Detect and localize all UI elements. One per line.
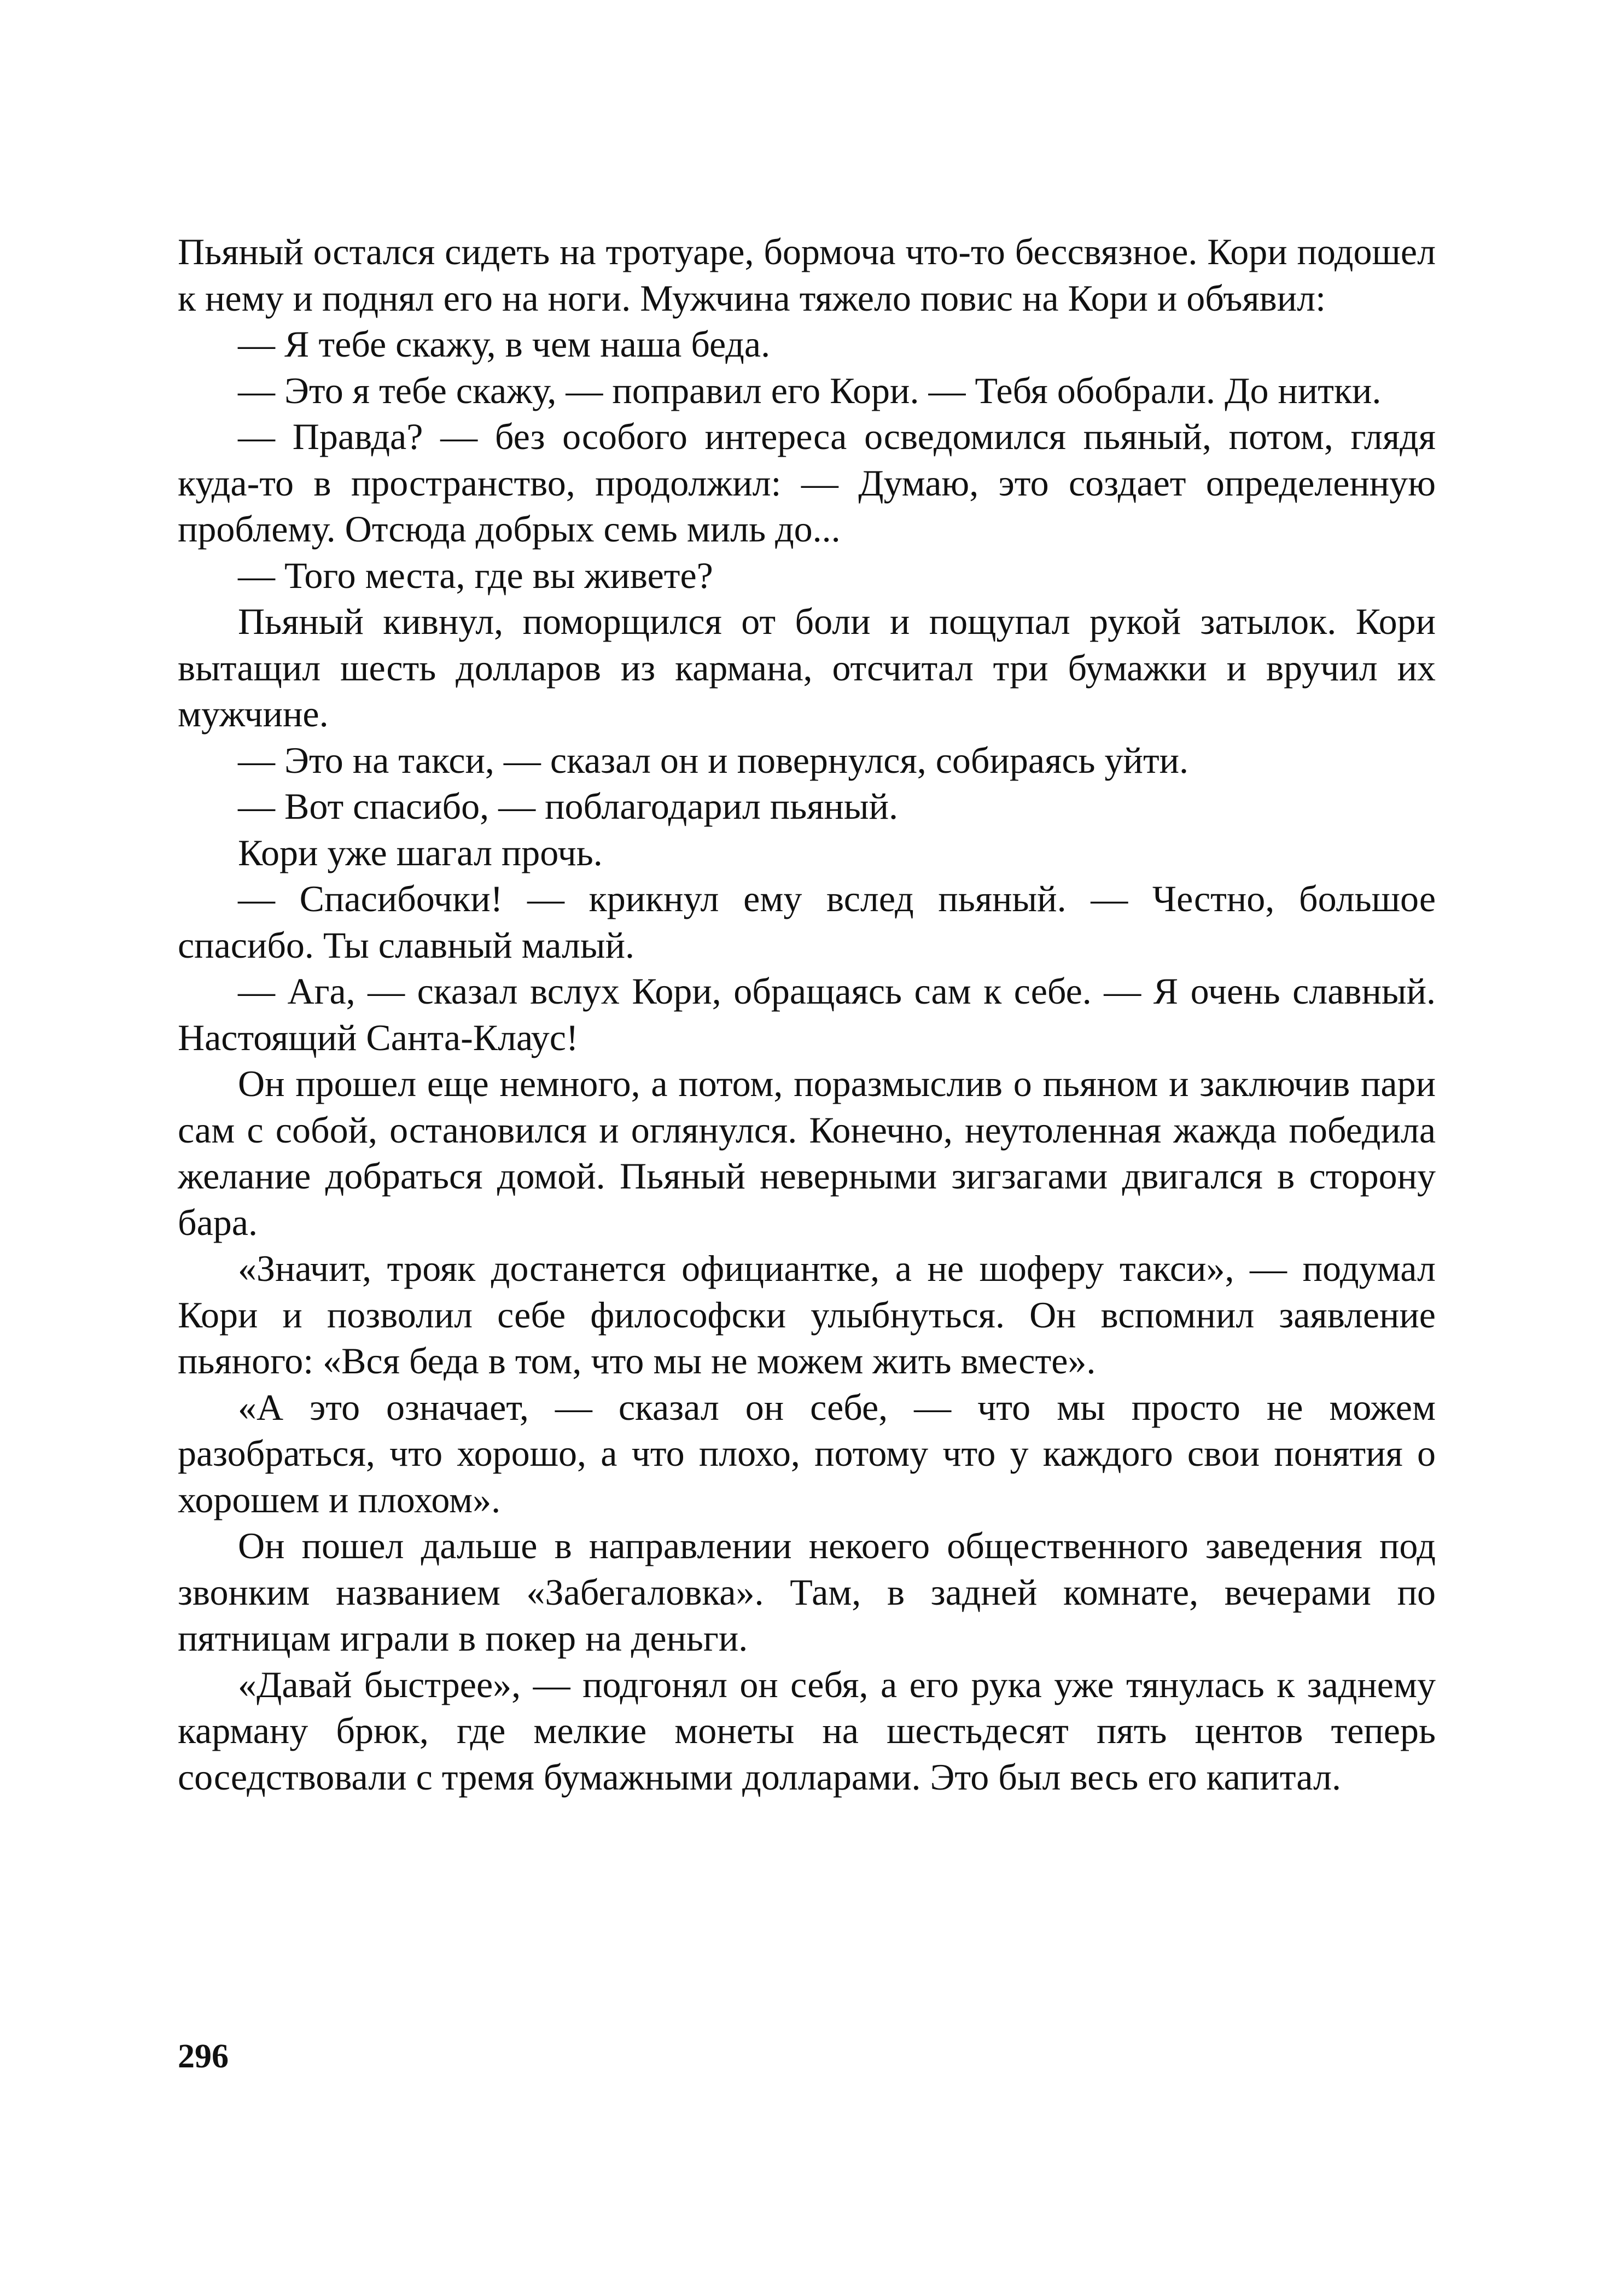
paragraph: — Спасибочки! — крикнул ему вслед пьяный. — Честно, большое спасибо. Ты славный малый. — [178, 878, 1436, 966]
paragraph: Пьяный остался сидеть на тротуаре, бормоча что-то бессвязное. Кори подошел к нему и поднял его на ноги. Мужчина тяжело повис на Кори и объявил: — [178, 231, 1436, 319]
paragraph: — Это на такси, — сказал он и повернулся, собираясь уйти. — [238, 739, 1189, 781]
paragraph: Кори уже шагал прочь. — [238, 831, 603, 873]
paragraph: «Значит, трояк достанется официантке, а не шоферу такси», — подумал Кори и позволил себе философски улыбнуться. Он вспомнил заявление пьяного: «Вся беда в том, что мы не можем жить вместе». — [178, 1248, 1436, 1382]
paragraph: «А это означает, — сказал он себе, — что мы просто не можем разобраться, что хорошо, а что плохо, потому что у каждого свои понятия о хорошем и плохом». — [178, 1386, 1436, 1520]
paragraph: Он прошел еще немного, а потом, поразмыслив о пьяном и заключив пари сам с собой, остановился и оглянулся. Конечно, неутоленная жажда победила желание добраться домой. Пьяный неверными зигзагами двигался в сторону бара. — [178, 1063, 1436, 1243]
paragraph: — Правда? — без особого интереса осведомился пьяный, потом, глядя куда-то в пространство, продолжил: — Думаю, это создает определенную проблему. Отсюда добрых семь миль до... — [178, 416, 1436, 550]
body-text — [178, 229, 1436, 1800]
page-number: 296 — [178, 2038, 229, 2075]
paragraph: Он пошел дальше в направлении некоего общественного заведения под звонким названием «Забегаловка». Там, в задней комнате, вечерами по пятницам играли в покер на деньги. — [178, 1525, 1436, 1659]
paragraph: Пьяный кивнул, поморщился от боли и пощупал рукой затылок. Кори вытащил шесть долларов из кармана, отсчитал три бумажки и вручил их мужчине. — [178, 601, 1436, 735]
paragraph: — Ага, — сказал вслух Кори, обращаясь сам к себе. — Я очень славный. Настоящий Санта-Клаус! — [178, 970, 1436, 1058]
paragraph: «Давай быстрее», — подгонял он себя, а его рука уже тянулась к заднему карману брюк, где мелкие монеты на шестьдесят пять центов теперь соседствовали с тремя бумажными долларами. Это был весь его капитал. — [178, 1663, 1436, 1798]
paragraph: — Это я тебе скажу, — поправил его Кори. — Тебя обобрали. До нитки. — [238, 369, 1382, 411]
paragraph: — Того места, где вы живете? — [238, 554, 713, 596]
paragraph: — Вот спасибо, — поблагодарил пьяный. — [238, 785, 898, 827]
paragraph: — Я тебе скажу, в чем наша беда. — [238, 323, 771, 365]
